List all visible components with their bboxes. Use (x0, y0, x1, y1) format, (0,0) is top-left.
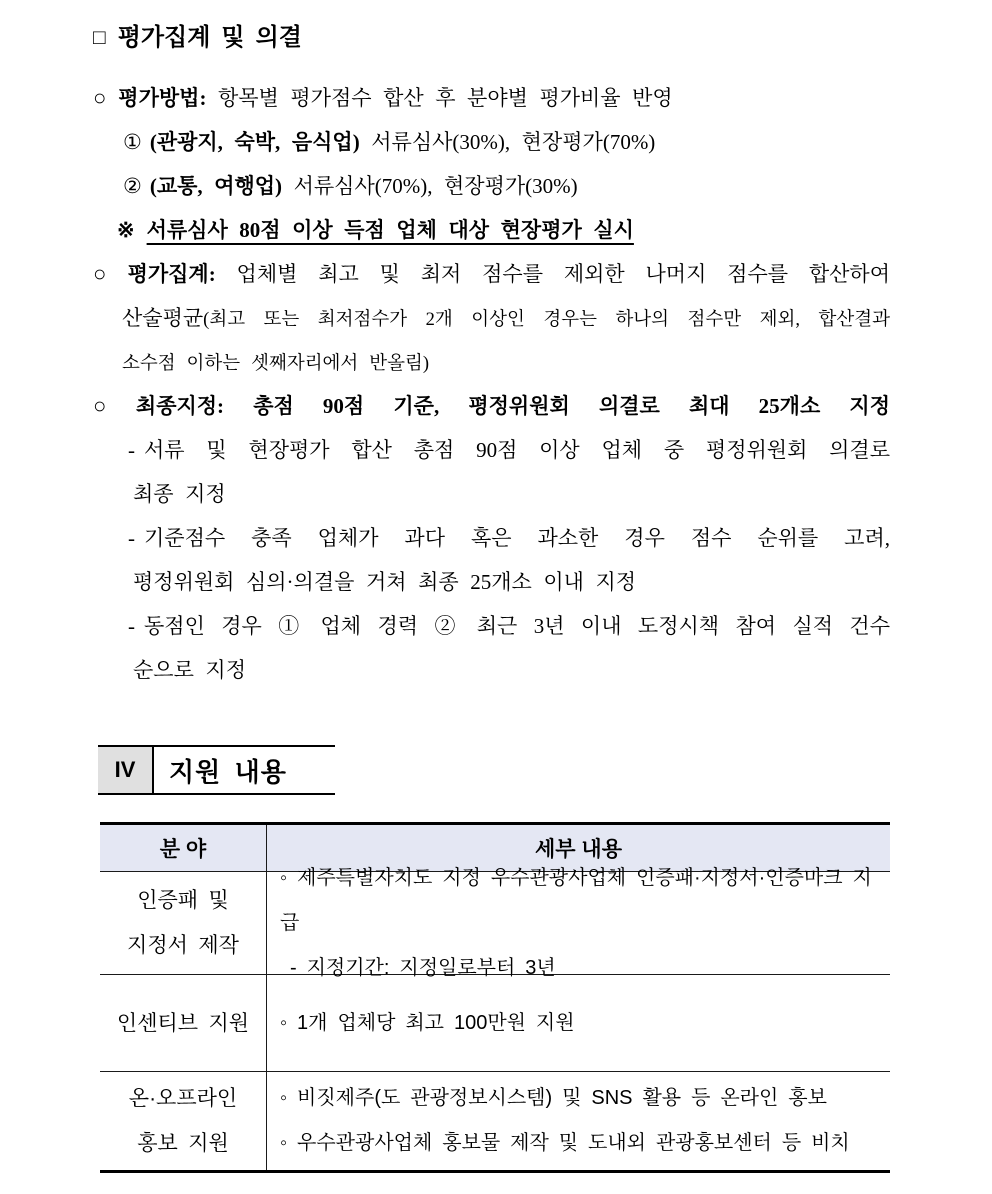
item-text: 평정위원회 심의·의결을 거쳐 최종 25개소 이내 지정 (133, 570, 637, 594)
table-row-promotion (100, 1072, 890, 1170)
document-body (93, 22, 890, 1173)
field-line: 온·오프라인 (128, 1087, 238, 1110)
circled-two-icon: ② (123, 174, 142, 198)
circle-bullet-icon: ○ (93, 85, 107, 110)
list-item-final-designation (93, 384, 890, 428)
circle-bullet-icon: ○ (93, 261, 116, 286)
section-number-box: IV (98, 747, 154, 793)
field-line: 인센티브 지원 (116, 1011, 250, 1035)
sub-item (93, 516, 890, 560)
dash-bullet-icon: - (128, 438, 135, 462)
table-row-incentive (100, 975, 890, 1072)
support-table (100, 822, 890, 1173)
item-label: (관광지, 숙박, 음식업) (149, 130, 360, 154)
note-text: 서류심사 80점 이상 득점 업체 대상 현장평가 실시 (146, 218, 634, 242)
dash-bullet-icon: - (128, 526, 135, 550)
dash-bullet-icon: - (128, 614, 135, 638)
square-bullet-icon: □ (93, 26, 106, 49)
item-text: 기준점수 충족 업체가 과다 혹은 과소한 경우 점수 순위를 고려, (144, 526, 890, 550)
field-line: 홍보 지원 (137, 1132, 229, 1155)
sub-item (93, 604, 890, 648)
detail-line: ◦ 제주특별자치도 지정 우수관광사업체 인증패·지정서·인증마크 지급 (280, 866, 872, 934)
list-item-eval-aggregation (93, 252, 890, 296)
field-cell (100, 1072, 267, 1170)
item-label: 평가방법: (118, 86, 207, 110)
item-text: 서류심사(30%), 현장평가(70%) (359, 130, 656, 154)
sub-item (93, 428, 890, 472)
continuation-line (93, 648, 890, 692)
circle-bullet-icon: ○ (93, 393, 124, 418)
details-cell (267, 866, 890, 979)
item-label: (교통, 여행업) (149, 174, 283, 198)
item-text: 서류심사(70%), 현장평가(30%) (282, 174, 578, 198)
reference-mark-icon: ※ (117, 218, 135, 242)
table-row-certification (100, 866, 890, 979)
details-cell (267, 1072, 890, 1170)
table-header-details: 세부 내용 (535, 838, 622, 861)
detail-line: ◦ 우수관광사업체 홍보물 제작 및 도내외 관광홍보센터 등 비치 (280, 1132, 850, 1154)
item-text: 업체별 최고 및 최저 점수를 제외한 나머지 점수를 합산하여 (215, 262, 891, 286)
item-label: 평가집계: (127, 262, 216, 286)
detail-line: ◦ 1개 업체당 최고 100만원 지원 (280, 1011, 575, 1034)
details-cell (267, 975, 890, 1071)
circled-one-icon: ① (123, 130, 142, 154)
table-header-field: 분 야 (100, 825, 267, 871)
item-text-small: 소수점 이하는 셋째자리에서 반올림) (122, 354, 430, 374)
section-heading-text: 평가집계 및 의결 (117, 24, 302, 51)
field-cell (100, 872, 267, 974)
section-title: 지원 내용 (169, 756, 287, 787)
item-text: 항목별 평가점수 합산 후 분야별 평가비율 반영 (206, 86, 673, 110)
item-text: 최종지정: 총점 90점 기준, 평정위원회 의결로 최대 25개소 지정 (135, 394, 890, 418)
field-line: 지정서 제작 (127, 934, 239, 957)
continuation-line (93, 560, 890, 604)
continuation-line (93, 472, 890, 516)
field-line: 인증패 및 (137, 889, 229, 912)
continuation-line (93, 296, 890, 340)
list-item-category-2 (93, 164, 890, 208)
item-text: 동점인 경우 ① 업체 경력 ② 최근 3년 이내 도정시책 참여 실적 건수 (144, 614, 890, 638)
note-line (93, 208, 890, 252)
item-text: 산술평균 (122, 306, 204, 330)
item-text: 순으로 지정 (133, 658, 246, 682)
section-heading (93, 22, 890, 54)
item-text-small: (최고 또는 최저점수가 2개 이상인 경우는 하나의 점수만 제외, 합산결과 (203, 310, 890, 330)
detail-line: - 지정기간: 지정일로부터 3년 (280, 956, 556, 979)
list-item-eval-method (93, 76, 890, 120)
field-cell (100, 975, 267, 1071)
list-item-category-1 (93, 120, 890, 164)
continuation-line (93, 340, 890, 384)
section-header (98, 745, 335, 795)
detail-line: ◦ 비짓제주(도 관광정보시스템) 및 SNS 활용 등 온라인 홍보 (280, 1087, 827, 1109)
item-text: 서류 및 현장평가 합산 총점 90점 이상 업체 중 평정위원회 의결로 (144, 438, 890, 462)
item-text: 최종 지정 (133, 482, 226, 506)
